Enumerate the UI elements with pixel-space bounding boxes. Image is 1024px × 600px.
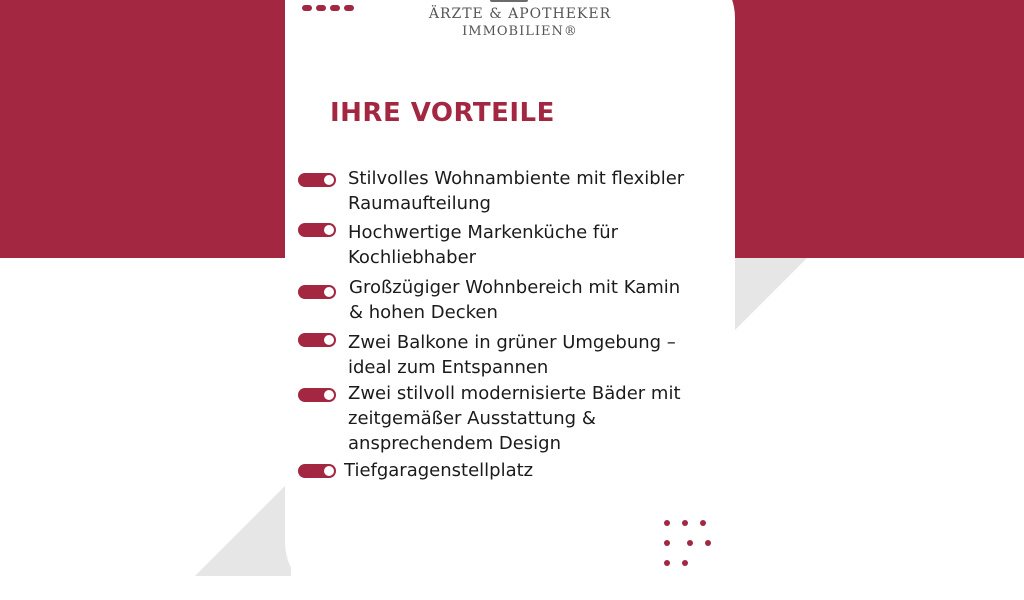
decorative-dashes (302, 0, 362, 4)
decorative-dots (664, 520, 728, 580)
toggle-icon (298, 173, 336, 187)
toggle-icon (298, 223, 336, 237)
decorative-triangle-left (195, 480, 291, 576)
brand-logo (400, 6, 640, 40)
brand-line-1: ÄRZTE & APOTHEKER (428, 6, 612, 22)
toggle-icon (298, 388, 336, 402)
page-title: IHRE VORTEILE (330, 98, 555, 128)
toggle-icon (298, 464, 336, 478)
list-item-text: Tiefgaragenstellplatz (344, 460, 534, 481)
list-item-text: Großzügiger Wohnbereich mit Kamin & hohen Decken (349, 277, 681, 323)
list-item-text: Hochwertige Markenküche für Kochliebhaber (348, 222, 619, 268)
toggle-icon (298, 285, 336, 299)
list-item-text: Zwei Balkone in grüner Umgebung – ideal zum Entspannen (348, 332, 676, 378)
brand-line-2: IMMOBILIEN® (462, 24, 578, 39)
list-item-text: Zwei stilvoll modernisierte Bäder mit zeitgemäßer Ausstattung & ansprechendem Design (348, 383, 681, 454)
toggle-icon (298, 333, 336, 347)
list-item-text: Stilvolles Wohnambiente mit flexibler Raumaufteilung (348, 168, 685, 214)
logo-icon (490, 0, 528, 2)
decorative-triangle-right (735, 258, 807, 330)
